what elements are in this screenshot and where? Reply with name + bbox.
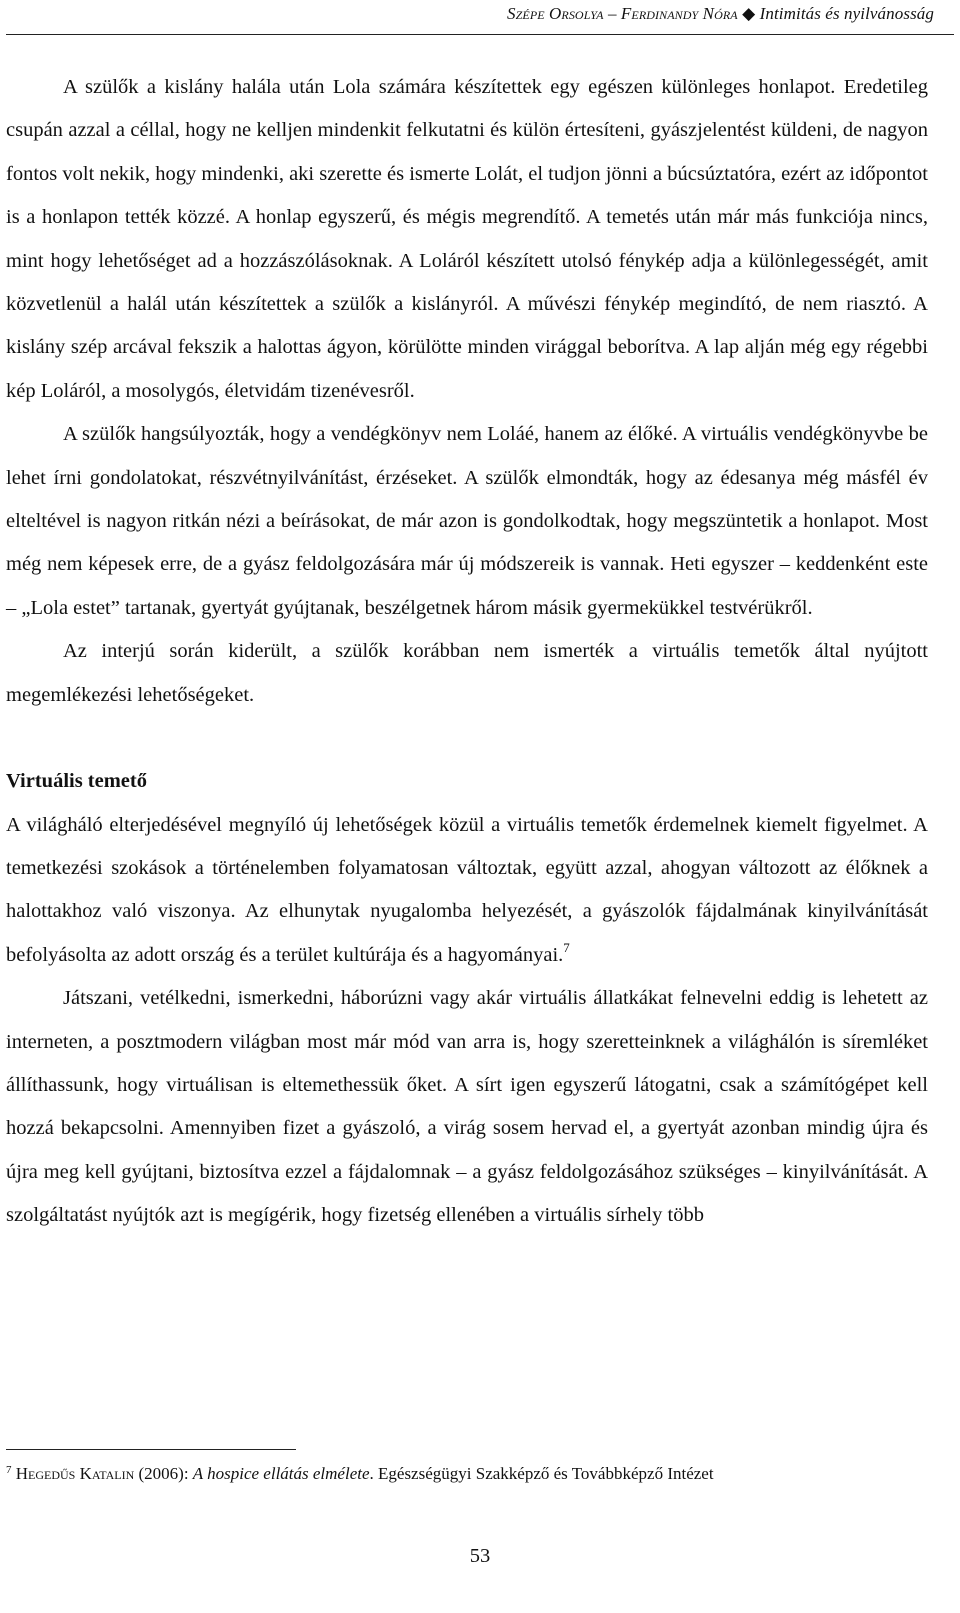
paragraph-2: A szülők hangsúlyozták, hogy a vendégkönyv nem Loláé, hanem az élőké. A virtuális vendégkönyvbe be lehet írni gondolatokat, részvétnyilvánítást, érzéseket. A szülők elmondták, hogy az édesanya még másfél év elteltével is nagyon ritkán nézi a beírásokat, de már azon is gondolkodtak, hogy megszüntetik a honlapot. Most még nem képesek erre, de a gyász feldolgozására már új módszereik is vannak. Heti egyszer – keddenként este – „Lola estet” tartanak, gyertyát gyújtanak, beszélgetnek három másik gyermekükkel testvérükről. — [6, 423, 928, 619]
footnote-reference[interactable]: 7 — [563, 939, 570, 955]
header-author-2: Ferdinandy Nóra — [620, 4, 738, 23]
header-title: Intimitás és nyilvánosság — [759, 4, 934, 23]
footnote-rule — [6, 1449, 296, 1450]
section-paragraph-1 — [6, 804, 928, 978]
paragraph-3: Az interjú során kiderült, a szülők korábban nem ismerték a virtuális temetők által nyújtott megemlékezési lehetőségeket. — [6, 640, 928, 706]
footnote — [6, 1463, 936, 1485]
header-author-1: Szépe Orsolya — [507, 4, 604, 23]
diamond-icon: ◆ — [737, 4, 760, 23]
section-heading: Virtuális temető — [6, 770, 147, 793]
footnote-title: A hospice ellátás elmélete — [192, 1464, 370, 1483]
section-paragraph-2: Játszani, vetélkedni, ismerkedni, háborúzni vagy akár virtuális állatkákat felnevelni eddig is lehetett az interneten, a posztmodern világban most már mód van arra is, hogy szeretteinknek a világhálón is síremléket állíthassunk, hogy virtuálisan is eltemethessük őket. A sírt igen egyszerű látogatni, csak a számítógépet kell hozzá bekapcsolni. Amennyiben fizet a gyászoló, a virág sosem hervad el, a gyertyát azonban mindig újra és újra meg kell gyújtani, biztosítva ezzel a fájdalomnak – a gyász feldolgozásához szükséges – kinyilvánítását. A szolgáltatást nyújtók azt is megígérik, hogy fizetség ellenében a virtuális sírhely több — [6, 987, 928, 1227]
footnote-year: (2006): — [134, 1464, 193, 1483]
footnote-publisher: . Egészségügyi Szakképző és Továbbképző Intézet — [369, 1464, 714, 1483]
footnote-author: Hegedűs Katalin — [15, 1464, 135, 1483]
body-text — [6, 66, 928, 1238]
paragraph-1: A szülők a kislány halála után Lola számára készítettek egy egészen különleges honlapot. Eredetileg csupán azzal a céllal, hogy ne kelljen mindenkit felkutatni és külön értesíteni, gyászjelentést küldeni, de nagyon fontos volt nekik, hogy mindenki, aki szerette és ismerte Lolát, el tudjon jönni a búcsúztatóra, ezért az időpontot is a honlapon tették közzé. A honlap egyszerű, és mégis megrendítő. A temetés után már más funkciója nincs, mint hogy lehetőséget ad a hozzászólásoknak. A Loláról készített utolsó fénykép adja a különlegességét, amit közvetlenül a halál után készítettek a szülők a kislányról. A művészi fénykép megindító, de nem riasztó. A kislány szép arcával fekszik a halottas ágyon, körülötte minden virággal beborítva. A lap alján még egy régebbi kép Loláról, a mosolygós, életvidám tizenévesről. — [6, 76, 928, 402]
footnote-number: 7 — [6, 1464, 12, 1476]
header-rule — [6, 34, 954, 35]
section-paragraph-1-text: A világháló elterjedésével megnyíló új lehetőségek közül a virtuális temetők érdemelnek kiemelt figyelmet. A temetkezési szokások a történelemben folyamatosan változtak, együtt azzal, ahogyan változott az élőknek a halottakhoz való viszonya. Az elhunytak nyugalomba helyezését, a gyászolók fájdalmának kinyilvánítását befolyásolta az adott ország és a terület kultúrája és a hagyományai. — [6, 813, 928, 966]
running-header — [507, 4, 934, 24]
page-number: 53 — [469, 1545, 491, 1567]
header-separator: – — [603, 4, 621, 23]
